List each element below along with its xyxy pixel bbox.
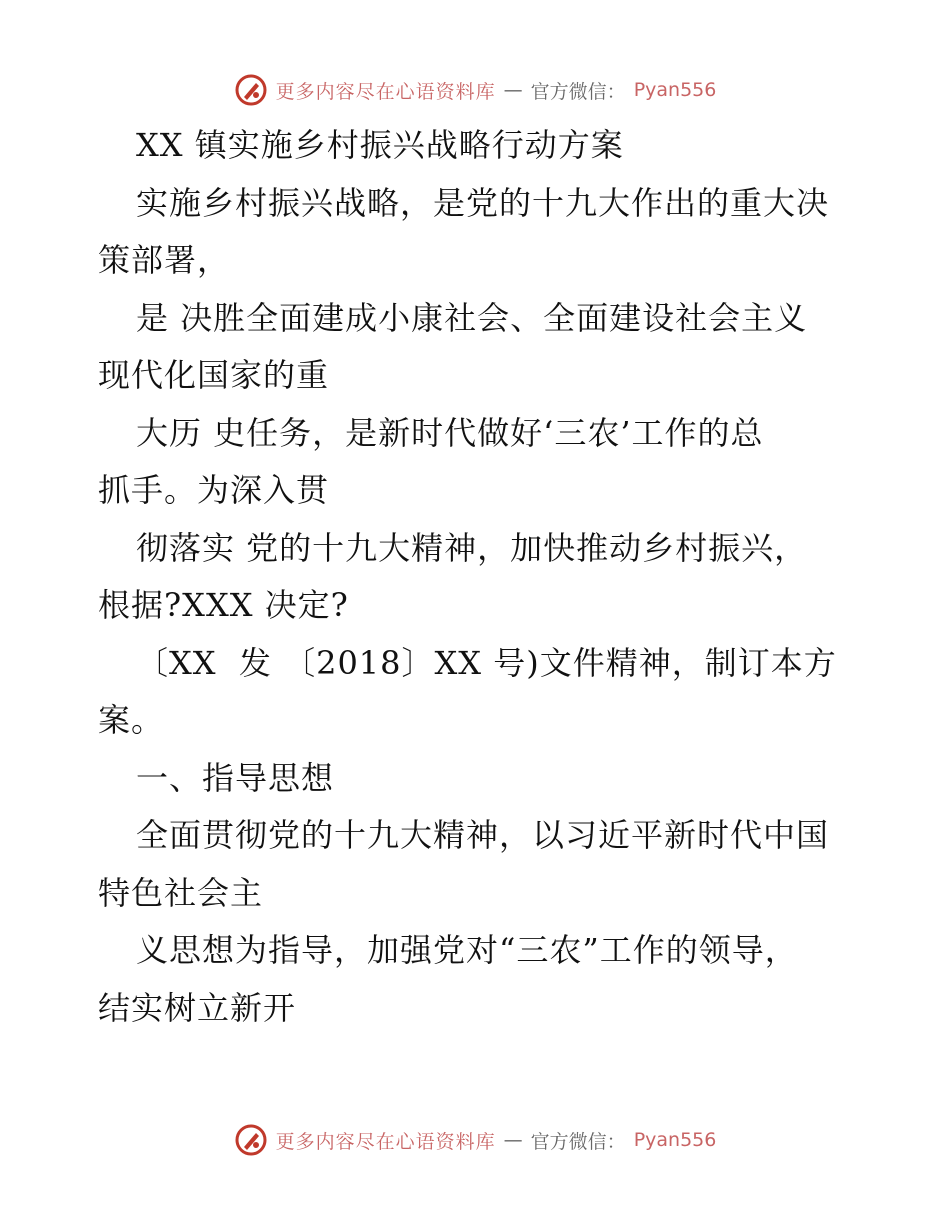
- paragraph-line: 实施乡村振兴战略，是党的十九大作出的重大决: [136, 183, 830, 222]
- document-body: [98, 117, 858, 1037]
- paragraph-line: 特色社会主: [98, 873, 264, 912]
- paragraph-line: 是 决胜全面建成小康社会、全面建设社会主义: [136, 298, 808, 337]
- watermark-separator: —: [503, 1129, 523, 1151]
- watermark-text: 更多内容尽在心语资料库: [275, 80, 496, 103]
- header-watermark: [0, 70, 950, 110]
- paragraph-line: 彻落实 党的十九大精神，加快推动乡村振兴，: [136, 528, 808, 567]
- paragraph-line: 抓手。为深入贯: [98, 471, 330, 509]
- paragraph-line: 大历 史任务，是新时代做好‘三农’工作的总: [136, 413, 764, 452]
- footer-watermark: [0, 1120, 950, 1160]
- pen-nib-seal-icon: [234, 73, 268, 107]
- watermark-text: 更多内容尽在心语资料库: [275, 1130, 496, 1153]
- pen-nib-seal-icon: [234, 1123, 268, 1157]
- watermark-separator: —: [503, 79, 523, 101]
- paragraph-line: 现代化国家的重: [98, 356, 330, 394]
- paragraph-line: 策部署，: [98, 241, 231, 279]
- watermark-wechat-id: Pyan556: [633, 1129, 717, 1151]
- paragraph-line: 义思想为指导，加强党对“三农”工作的领导，: [136, 931, 798, 969]
- section-heading: 一、指导思想: [136, 758, 335, 797]
- paragraph-line: 根据?XXX 决定?: [98, 586, 349, 624]
- paragraph-line: 〔XX 发 〔2018〕XX 号)文件精神，制订本方: [136, 643, 837, 682]
- paragraph-line: 结实树立新开: [98, 988, 297, 1027]
- document-title: XX 镇实施乡村振兴战略行动方案: [136, 126, 624, 164]
- paragraph-line: 案。: [98, 701, 165, 739]
- watermark-label: 官方微信：: [530, 1130, 626, 1153]
- watermark-label: 官方微信：: [530, 80, 626, 103]
- watermark-wechat-id: Pyan556: [633, 79, 717, 101]
- paragraph-line: 全面贯彻党的十九大精神，以习近平新时代中国: [136, 816, 830, 854]
